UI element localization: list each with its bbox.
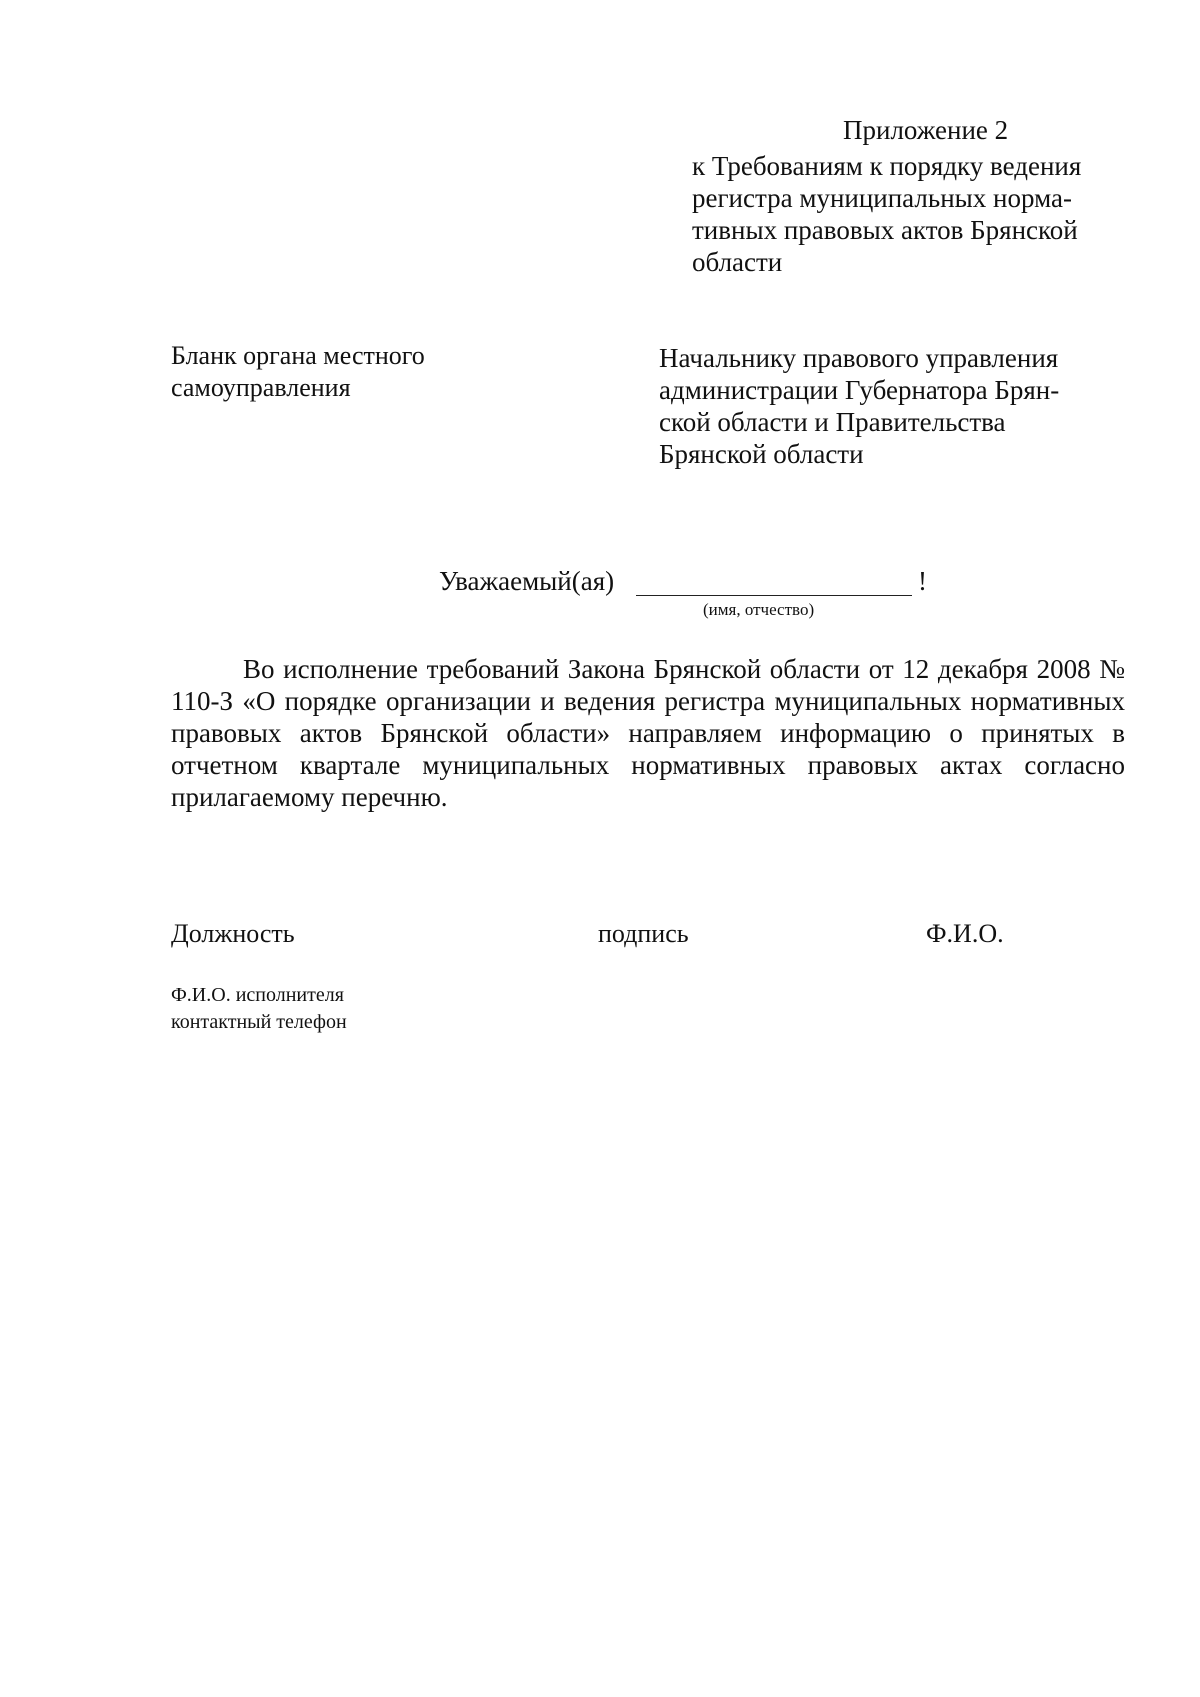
name-caption: (имя, отчество) [703,600,815,619]
executor-fio-label: Ф.И.О. исполнителя [171,984,344,1006]
addressee-line: администрации Губернатора Брян- [659,375,1060,405]
appendix-line: тивных правовых актов Брянской [692,215,1078,245]
appendix-reference [692,150,1081,278]
addressee-line: ской области и Правительства [659,407,1006,437]
addressee-block [659,342,1059,470]
appendix-line: области [692,247,783,277]
letterhead-line: Бланк органа местного [171,341,425,370]
letter-body: Во исполнение требований Закона Брянской области от 12 декабря 2008 № 110-З «О порядке организации и ведения регистра муниципальных нормативных правовых актов Брянской области» направляем информацию о принятых в отчетном квартале муниципальных нормативных правовых актах согласно прилагаемому перечню. [171,654,1125,812]
executor-block [171,982,347,1036]
position-label: Должность [171,919,295,948]
appendix-line: к Требованиям к порядку ведения [692,151,1082,181]
letterhead-placeholder [171,340,425,404]
addressee-line: Начальнику правового управления [659,343,1059,373]
salutation-prefix: Уважаемый(ая) [439,566,615,596]
signature-label: подпись [598,919,689,948]
executor-phone-label: контактный телефон [171,1011,347,1033]
salutation-suffix: ! [918,566,927,596]
addressee-line: Брянской области [659,439,864,469]
fio-label: Ф.И.О. [926,919,1004,948]
appendix-line: регистра муниципальных норма- [692,183,1072,213]
name-blank-line [636,594,912,596]
appendix-title: Приложение 2 [843,115,1009,145]
letterhead-line: самоуправления [171,373,351,402]
